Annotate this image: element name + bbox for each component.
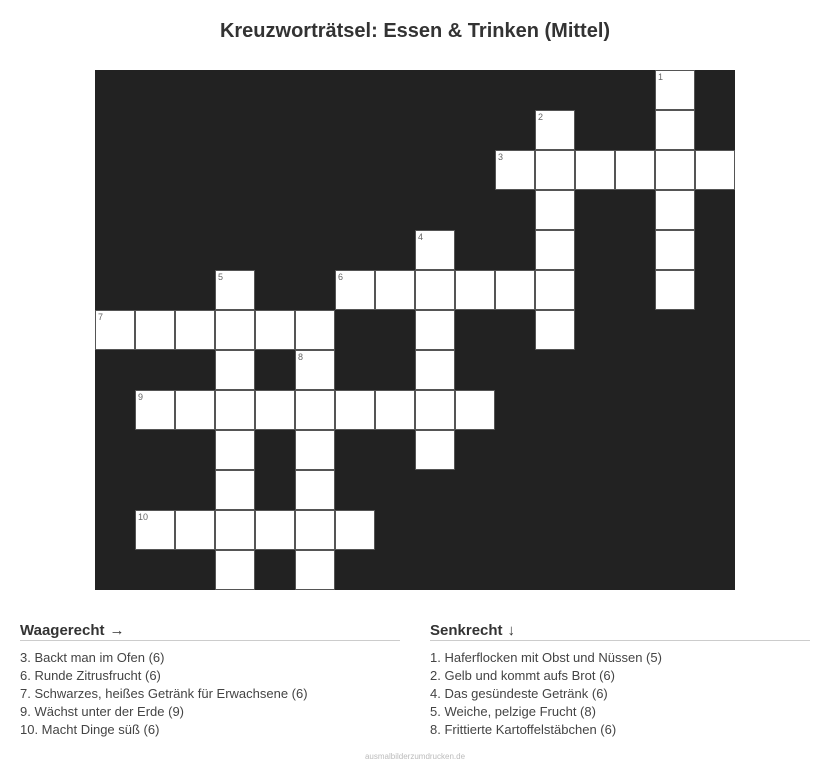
crossword-cell[interactable] (295, 310, 335, 350)
crossword-cell[interactable] (255, 310, 295, 350)
crossword-cell[interactable] (415, 230, 455, 270)
crossword-cell[interactable] (655, 190, 695, 230)
crossword-cell[interactable] (495, 270, 535, 310)
crossword-cell[interactable] (455, 270, 495, 310)
down-clues-section (430, 622, 810, 739)
crossword-cell[interactable] (215, 550, 255, 590)
clue-number: 2 (538, 112, 544, 122)
across-clue-list (20, 649, 400, 739)
crossword-cell[interactable] (695, 150, 735, 190)
across-clues-section (20, 622, 400, 739)
crossword-cell[interactable] (295, 550, 335, 590)
crossword-cell[interactable] (655, 270, 695, 310)
crossword-cell[interactable] (415, 390, 455, 430)
crossword-cell[interactable] (135, 510, 175, 550)
down-heading (430, 622, 810, 641)
clue-number: 1 (658, 72, 664, 82)
arrow-right-icon: → (109, 622, 125, 639)
crossword-cell[interactable] (415, 350, 455, 390)
crossword-cell[interactable] (175, 310, 215, 350)
crossword-cell[interactable] (535, 230, 575, 270)
crossword-cell[interactable] (135, 310, 175, 350)
clue-number: 8 (298, 352, 304, 362)
crossword-grid (95, 70, 735, 590)
page-title: Kreuzworträtsel: Essen & Trinken (Mittel) (219, 20, 611, 42)
across-clue: 6. Runde Zitrusfrucht (6) (20, 668, 161, 683)
crossword-cell[interactable] (375, 270, 415, 310)
crossword-cell[interactable] (455, 390, 495, 430)
clue-number: 5 (218, 272, 224, 282)
crossword-cell[interactable] (335, 390, 375, 430)
across-clue: 9. Wächst unter der Erde (9) (20, 704, 185, 719)
down-clue: 5. Weiche, pelzige Frucht (8) (430, 704, 596, 719)
clue-number: 7 (98, 312, 104, 322)
crossword-cell[interactable] (335, 510, 375, 550)
crossword-cell[interactable] (295, 510, 335, 550)
crossword-cell[interactable] (535, 150, 575, 190)
across-heading-label: Waagerecht (20, 622, 105, 639)
crossword-cell[interactable] (295, 430, 335, 470)
clue-number: 10 (138, 512, 149, 522)
crossword-cell[interactable] (415, 270, 455, 310)
crossword-cell[interactable] (295, 470, 335, 510)
crossword-cell[interactable] (495, 150, 535, 190)
down-clue-list (430, 649, 810, 739)
crossword-cell[interactable] (215, 430, 255, 470)
crossword-cell[interactable] (215, 350, 255, 390)
crossword-cell[interactable] (215, 310, 255, 350)
crossword-cell[interactable] (215, 270, 255, 310)
down-clue: 4. Das gesündeste Getränk (6) (430, 686, 608, 701)
crossword-cell[interactable] (535, 310, 575, 350)
across-clue: 10. Macht Dinge süß (6) (20, 722, 160, 737)
clue-number: 4 (418, 232, 424, 242)
crossword-cell[interactable] (655, 110, 695, 150)
crossword-cell[interactable] (215, 470, 255, 510)
crossword-cell[interactable] (215, 510, 255, 550)
crossword-cell[interactable] (295, 390, 335, 430)
crossword-cell[interactable] (655, 230, 695, 270)
across-clue: 7. Schwarzes, heißes Getränk für Erwachsene (6) (20, 686, 308, 701)
crossword-cell[interactable] (575, 150, 615, 190)
crossword-cell[interactable] (535, 190, 575, 230)
crossword-cell[interactable] (175, 390, 215, 430)
crossword-cell[interactable] (415, 310, 455, 350)
crossword-cell[interactable] (335, 270, 375, 310)
down-clue: 8. Frittierte Kartoffelstäbchen (6) (430, 722, 617, 737)
crossword-cell[interactable] (535, 270, 575, 310)
crossword-cell[interactable] (95, 310, 135, 350)
down-clue: 1. Haferflocken mit Obst und Nüssen (5) (430, 650, 662, 665)
crossword-cell[interactable] (255, 510, 295, 550)
down-clue: 2. Gelb und kommt aufs Brot (6) (430, 668, 615, 683)
crossword-cell[interactable] (655, 150, 695, 190)
crossword-cell[interactable] (135, 390, 175, 430)
across-clue: 3. Backt man im Ofen (6) (20, 650, 165, 665)
crossword-cell[interactable] (375, 390, 415, 430)
down-heading-label: Senkrecht (430, 622, 503, 639)
footer-watermark: ausmalbilderzumdrucken.de (364, 752, 466, 761)
crossword-cell[interactable] (175, 510, 215, 550)
crossword-cell[interactable] (655, 70, 695, 110)
crossword-cell[interactable] (415, 430, 455, 470)
crossword-cell[interactable] (295, 350, 335, 390)
crossword-cell[interactable] (255, 390, 295, 430)
crossword-cell[interactable] (535, 110, 575, 150)
crossword-cell[interactable] (615, 150, 655, 190)
crossword-cell[interactable] (215, 390, 255, 430)
clue-number: 6 (338, 272, 344, 282)
across-heading (20, 622, 400, 641)
clue-number: 9 (138, 392, 144, 402)
arrow-down-icon: ↓ (507, 622, 516, 639)
clue-number: 3 (498, 152, 504, 162)
